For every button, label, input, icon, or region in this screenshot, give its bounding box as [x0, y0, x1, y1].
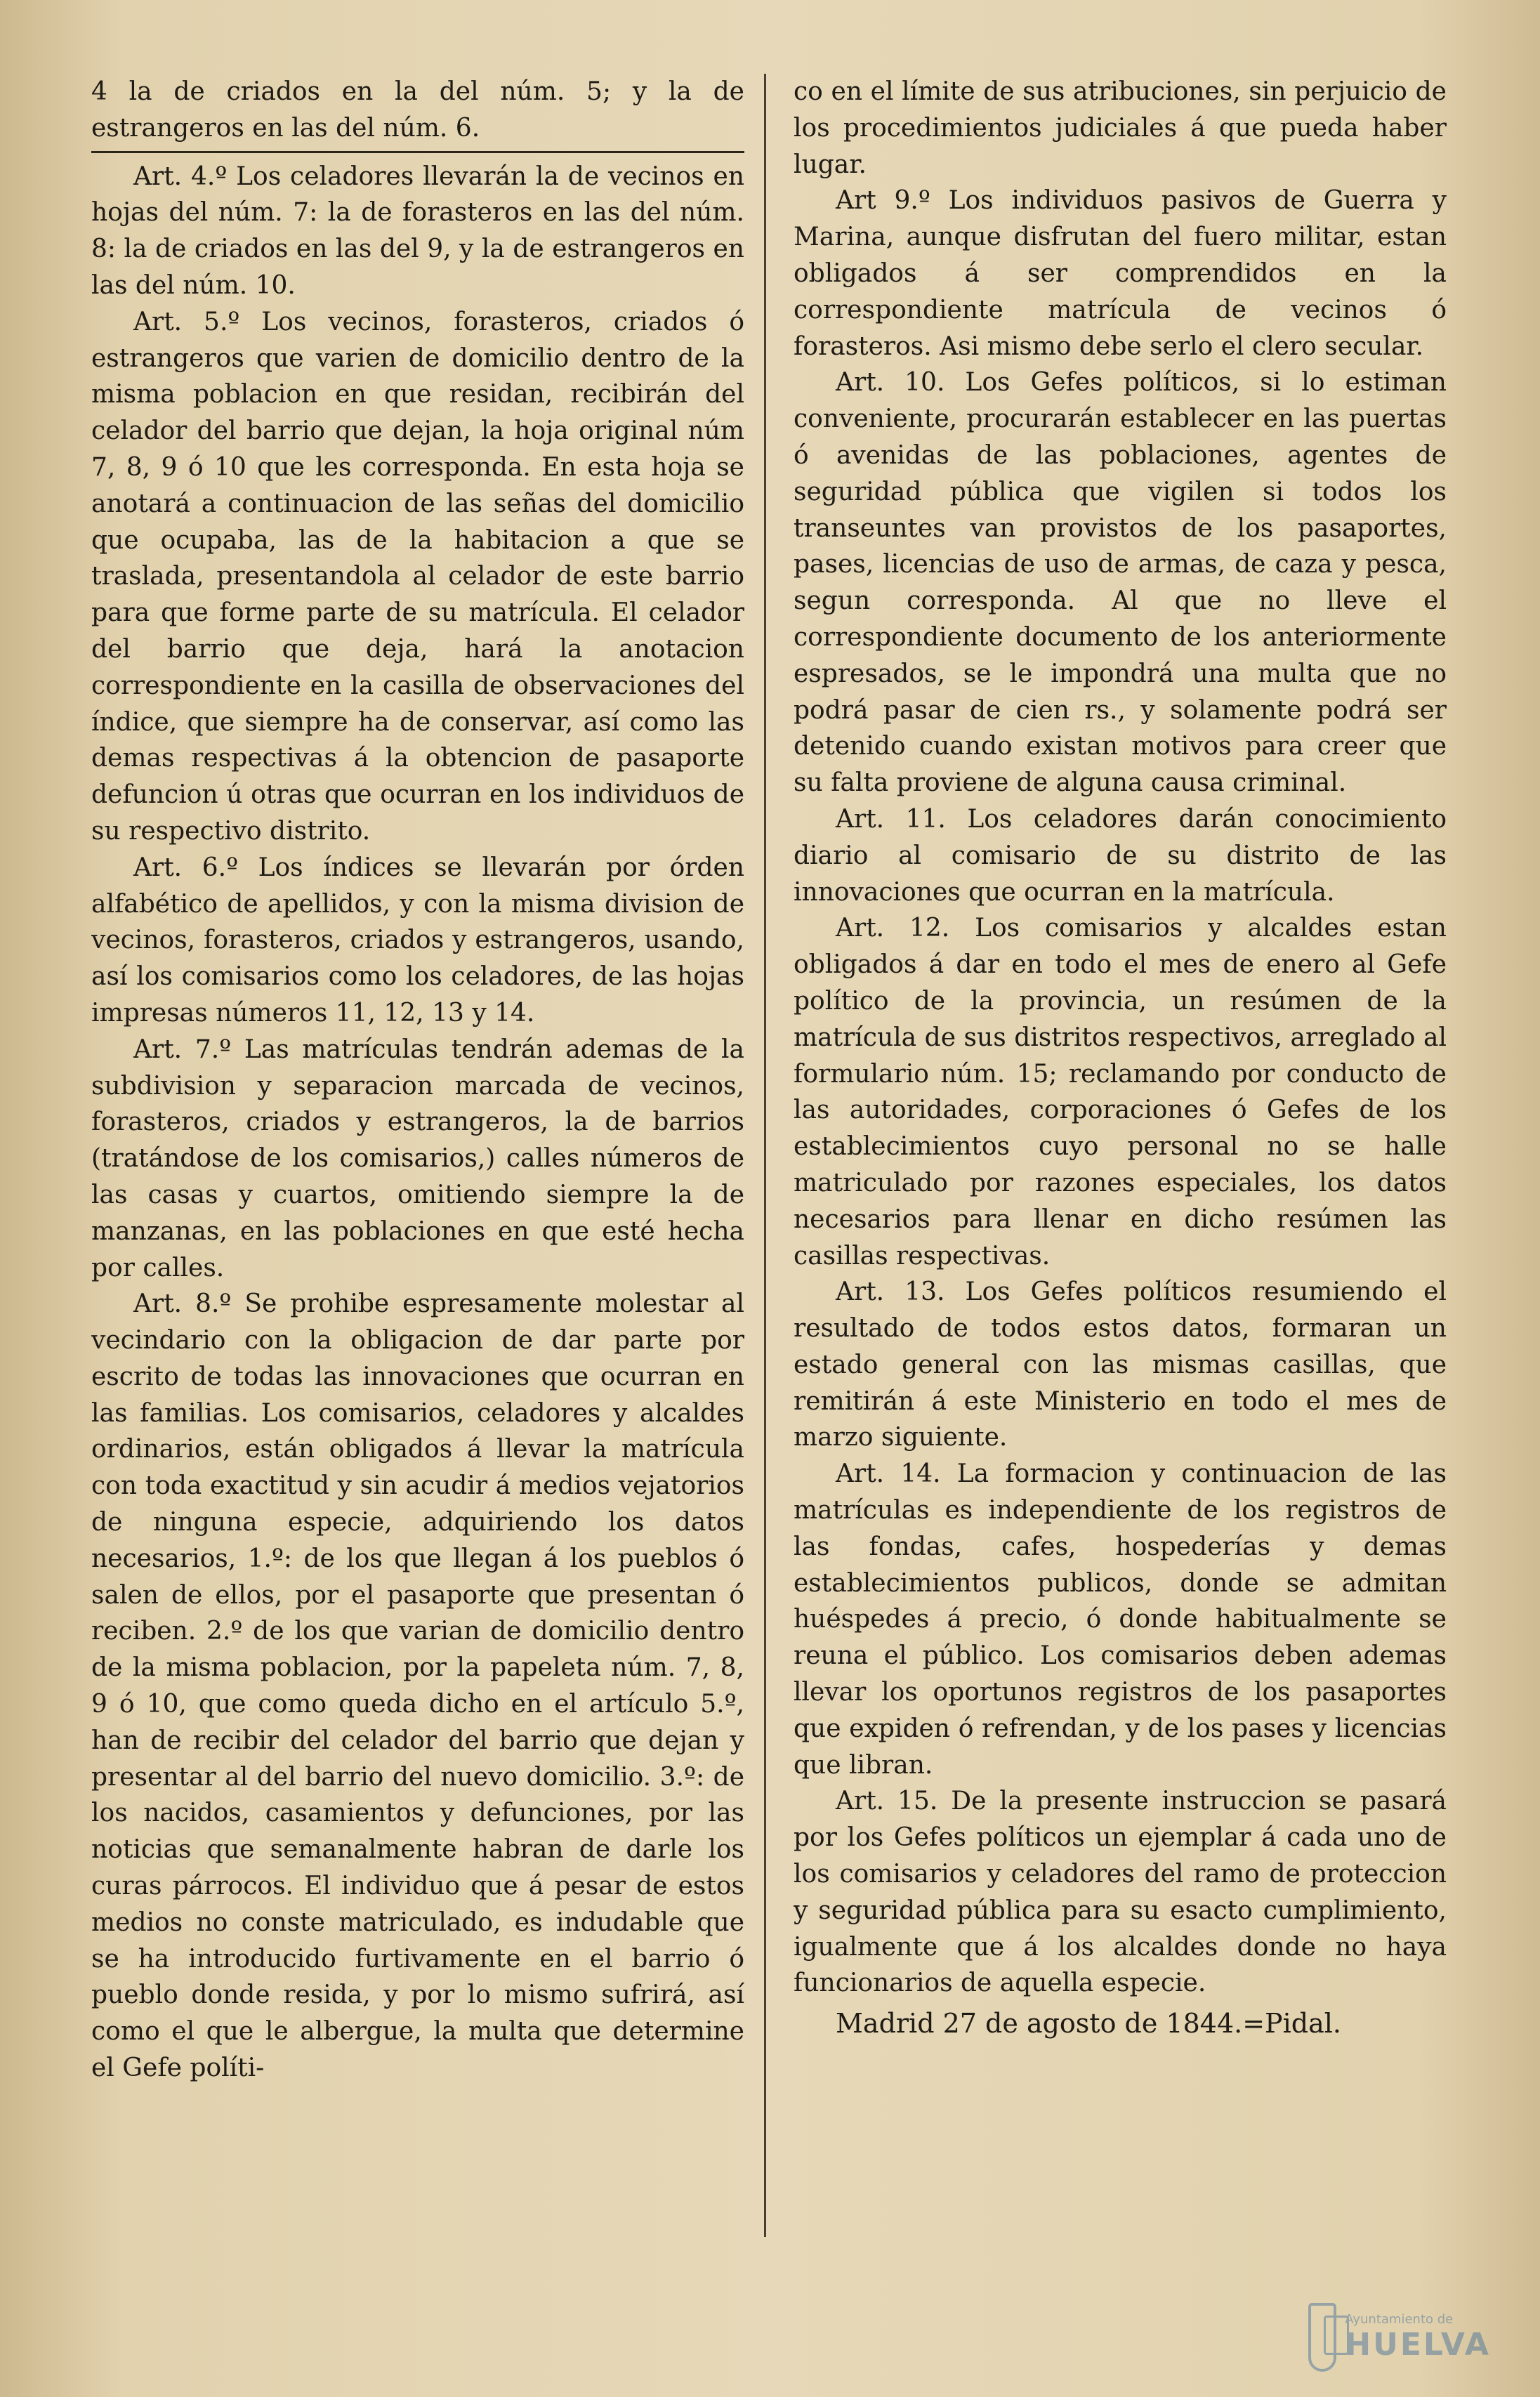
shield-icon — [1308, 2303, 1336, 2372]
article-14: Art. 14. La formacion y continuacion de las matrículas es independiente de los registros de las fondas, cafes, hospederías y demas establecimientos publicos, donde se admitan huéspedes á precio, ó donde habitualmente se reuna el público. Los comisarios deben ademas llevar los oportunos registros de los pasaportes que expiden ó refrendan, y de los pases y licencias que libran. — [794, 1459, 1447, 1780]
article-8-continuation: co en el límite de sus atribuciones, sin perjuicio de los procedimientos judiciales á que pueda haber lugar. — [794, 77, 1447, 179]
signature-line: Madrid 27 de agosto de 1844.=Pidal. — [836, 2008, 1341, 2040]
right-column — [794, 74, 1447, 2251]
section-rule — [91, 151, 744, 153]
watermark-small-text: Ayuntamiento de — [1345, 2312, 1454, 2327]
column-divider — [764, 74, 766, 2237]
article-13: Art. 13. Los Gefes políticos resumiendo el resultado de todos estos datos, formaran un estado general con las mismas casillas, que remitirán á este Ministerio en todo el mes de marzo siguiente. — [794, 1278, 1447, 1452]
article-15: Art. 15. De la presente instruccion se pasará por los Gefes políticos un ejemplar á cada uno de los comisarios y celadores del ramo de proteccion y seguridad pública para su esacto cumplimiento, igualmente que á los alcaldes donde no haya funcionarios de aquella especie. — [794, 1787, 1447, 1998]
article-5: Art. 5.º Los vecinos, forasteros, criados ó estrangeros que varien de domicilio dentro de la misma poblacion en que residan, recibirán del celador del barrio que dejan, la hoja original núm 7, 8, 9 ó 10 que les corresponda. En esta hoja se anotará a continuacion de las señas del domicilio que ocupaba, las de la habitacion a que se traslada, presentandola al celador de este barrio para que forme parte de su matrícula. El celador del barrio que deja, hará la anotacion correspondiente en la casilla de observaciones del índice, que siempre ha de conservar, así como las demas respectivas á la obtencion de pasaporte defuncion ú otras que ocurran en los individuos de su respectivo distrito. — [91, 307, 744, 846]
article-6: Art. 6.º Los índices se llevarán por órden alfabético de apellidos, y con la misma division de vecinos, forasteros, criados y estrangeros, usando, así los comisarios como los celadores, de las hojas impresas números 11, 12, 13 y 14. — [91, 853, 744, 1027]
article-9: Art 9.º Los individuos pasivos de Guerra y Marina, aunque disfrutan del fuero militar, estan obligados á ser comprendidos en la correspondiente matrícula de vecinos ó forasteros. Asi mismo debe serlo el clero secular. — [794, 186, 1447, 361]
left-top-lines: 4 la de criados en la del núm. 5; y la de estrangeros en las del núm. 6. — [91, 77, 744, 143]
article-8: Art. 8.º Se prohibe espresamente molestar al vecindario con la obligacion de dar parte por escrito de todas las innovaciones que ocurran en las familias. Los comisarios, celadores y alcaldes ordinarios, están obligados á llevar la matrícula con toda exactitud y sin acudir á medios vejatorios de ninguna especie, adquiriendo los datos necesarios, 1.º: de los que llegan á los pueblos ó salen de ellos, por el pasaporte que presentan ó reciben. 2.º de los que varian de domicilio dentro de la misma poblacion, por la papeleta núm. 7, 8, 9 ó 10, que como queda dicho en el artículo 5.º, han de recibir del celador del barrio que dejan y presentar al del barrio del nuevo domicilio. 3.º: de los nacidos, casamientos y defunciones, por las noticias que semanalmente habran de darle los curas párrocos. El individuo que á pesar de estos medios no conste matriculado, es indudable que se ha introducido furtivamente en el barrio ó pueblo donde resida, y por lo mismo sufrirá, así como el que le albergue, la multa que determine el Gefe políti- — [91, 1289, 744, 2083]
article-4: Art. 4.º Los celadores llevarán la de vecinos en hojas del núm. 7: la de forasteros en las del núm. 8: la de criados en las del 9, y la de estrangeros en las del núm. 10. — [91, 162, 744, 300]
article-11: Art. 11. Los celadores darán conocimiento diario al comisario de su distrito de las innovaciones que ocurran en la matrícula. — [794, 804, 1447, 907]
left-column — [91, 74, 744, 2251]
watermark-big-text: HUELVA — [1345, 2327, 1491, 2363]
watermark-text — [1345, 2312, 1491, 2363]
archive-watermark — [1308, 2299, 1491, 2376]
article-10: Art. 10. Los Gefes políticos, si lo estiman conveniente, procurarán establecer en las puertas ó avenidas de las poblaciones, agentes de seguridad pública que vigilen si todos los transeuntes van provistos de los pasaportes, pases, licencias de uso de armas, de caza y pesca, segun corresponda. Al que no lleve el correspondiente documento de los anteriormente espresados, se le impondrá una multa que no podrá pasar de cien rs., y solamente podrá ser detenido cuando existan motivos para creer que su falta proviene de alguna causa criminal. — [794, 368, 1447, 798]
document-page — [91, 74, 1447, 2251]
article-7: Art. 7.º Las matrículas tendrán ademas de la subdivision y separacion marcada de vecinos, forasteros, criados y estrangeros, la de barrios (tratándose de los comisarios,) calles números de las casas y cuartos, omitiendo siempre la de manzanas, en las poblaciones en que esté hecha por calles. — [91, 1035, 744, 1282]
article-12: Art. 12. Los comisarios y alcaldes estan obligados á dar en todo el mes de enero al Gefe político de la provincia, un resúmen de la matrícula de sus distritos respectivos, arreglado al formulario núm. 15; reclamando por conducto de las autoridades, corporaciones ó Gefes de los establecimientos cuyo personal no se halle matriculado por razones especiales, los datos necesarios para llenar en dicho resúmen las casillas respectivas. — [794, 914, 1447, 1270]
